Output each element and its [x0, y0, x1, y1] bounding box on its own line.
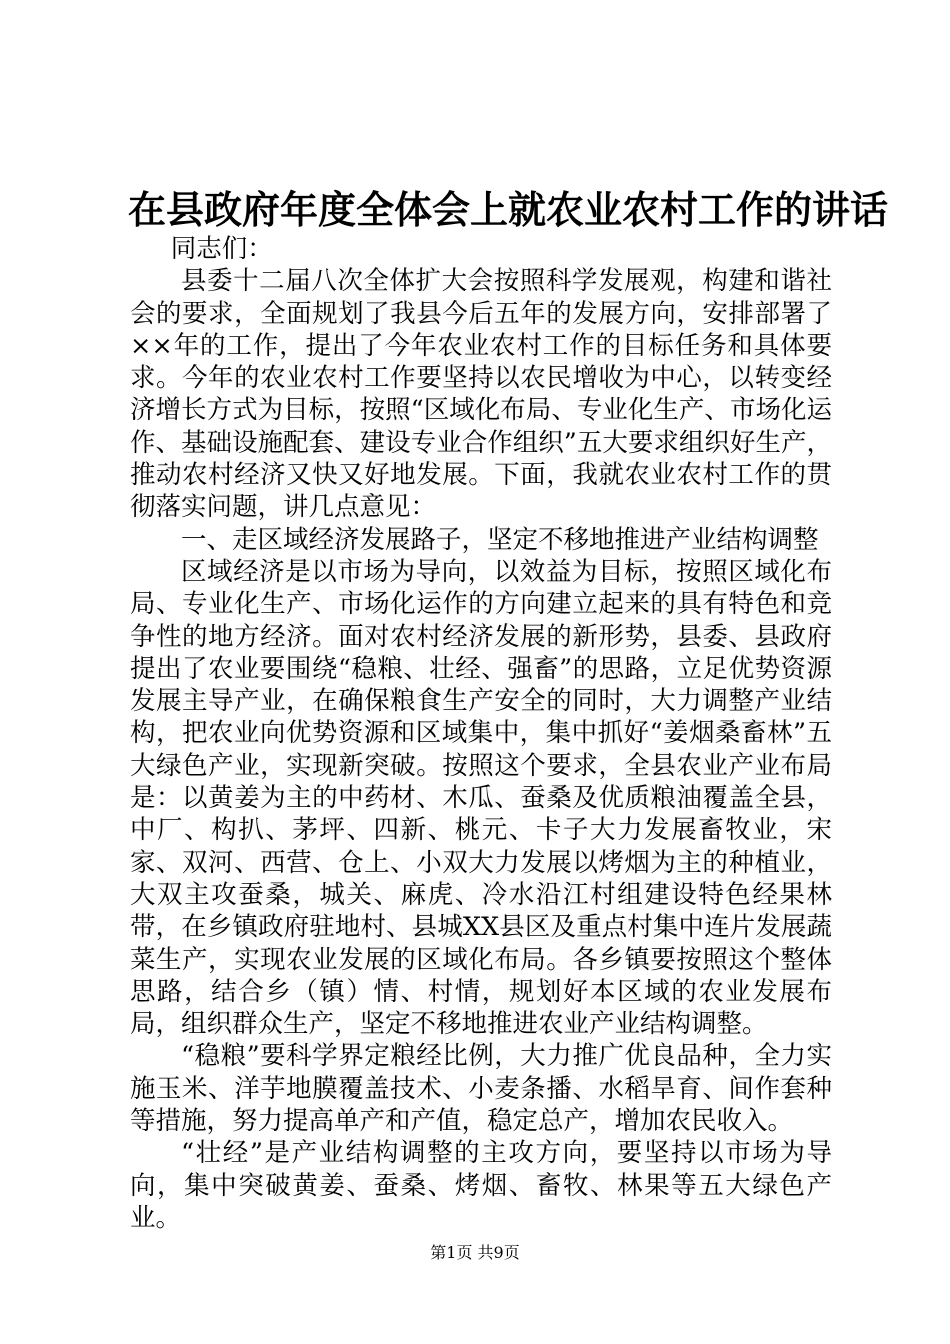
paragraph-stabilize-grain: “稳粮”要科学界定粮经比例，大力推广优良品种，全力实施玉米、洋芋地膜覆盖技术、小麦条播、水稻旱育、间作套种等措施，努力提高单产和产值，稳定总产，增加农民收入。	[130, 1041, 832, 1137]
document-title: 在县政府年度全体会上就农业农村工作的讲话	[128, 187, 889, 232]
section-heading-1: 一、走区域经济发展路子，坚定不移地推进产业结构调整	[181, 524, 819, 555]
document-body	[130, 233, 832, 1234]
salutation: 同志们：	[170, 234, 273, 264]
paragraph-intro: 县委十二届八次全体扩大会按照科学发展观，构建和谐社会的要求，全面规划了我县今后五年的发展方向，安排部署了××年的工作，提出了今年农业农村工作的目标任务和具体要求。今年的农业农村工作要坚持以农民增收为中心，以转变经济增长方式为目标，按照“区域化布局、专业化生产、市场化运作、基础设施配套、建设专业合作组织”五大要求组织好生产，推动农村经济又快又好地发展。下面，我就农业农村工作的贯彻落实问题，讲几点意见：	[130, 266, 832, 523]
paragraph-strengthen-cash-crops: “壮经”是产业结构调整的主攻方向，要坚持以市场为导向，集中突破黄姜、蚕桑、烤烟、畜牧、林果等五大绿色产业。	[130, 1138, 832, 1233]
paragraph-regional-economy: 区域经济是以市场为导向，以效益为目标，按照区域化布局、专业化生产、市场化运作的方向建立起来的具有特色和竞争性的地方经济。面对农村经济发展的新形势，县委、县政府提出了农业要围绕“稳粮、壮经、强畜”的思路，立足优势资源发展主导产业，在确保粮食生产安全的同时，大力调整产业结构，把农业向优势资源和区域集中，集中抓好“姜烟桑畜林”五大绿色产业，实现新突破。按照这个要求，全县农业产业布局是：以黄姜为主的中药材、木瓜、蚕桑及优质粮油覆盖全县，中厂、构扒、茅坪、四新、桃元、卡子大力发展畜牧业，宋家、双河、西营、仓上、小双大力发展以烤烟为主的种植业，大双主攻蚕桑，城关、麻虎、冷水沿江村组建设特色经果林带，在乡镇政府驻地村、县城XX县区及重点村集中连片发展蔬菜生产，实现农业发展的区域化布局。各乡镇要按照这个整体思路，结合乡（镇）情、村情，规划好本区域的农业发展布局，组织群众生产，坚定不移地推进农业产业结构调整。	[130, 556, 832, 1040]
page-number-footer: 第1页 共9页	[430, 1243, 520, 1262]
